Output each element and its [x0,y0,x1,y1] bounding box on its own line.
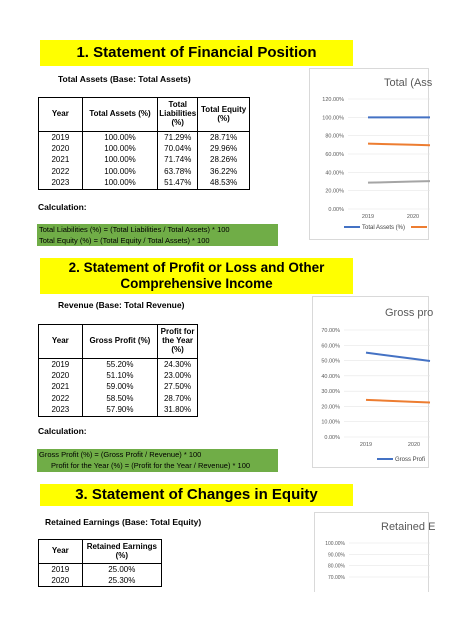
table-cell: 100.00% [82,178,158,190]
section-2-title [40,258,353,294]
y-tick-label: 30.00% [321,389,340,396]
table-cell: 28.70% [158,393,198,405]
y-tick-label: 60.00% [325,152,344,158]
assets-header-total-assets: Total Assets (%) [82,98,158,132]
equity-header-retained-earnings: Retained Earnings (%) [82,540,161,564]
legend-swatch [344,226,360,228]
table-cell: 2020 [39,370,83,382]
table-cell: 48.53% [198,178,250,190]
formula-profit-for-year: Profit for the Year (%) = (Profit for the Year / Revenue) * 100 [51,461,251,470]
table-cell: 27.50% [158,382,198,394]
chart-title: Gross pro [385,307,434,319]
table-row [39,575,162,587]
legend-swatch [411,226,427,228]
revenue-formula-box [37,449,278,472]
table-cell: 70.04% [158,143,198,155]
y-tick-label: 70.00% [328,575,345,581]
assets-calculation-label: Calculation: [38,202,87,212]
table-cell: 51.47% [158,178,198,190]
table-cell: 2019 [39,359,83,371]
y-tick-label: 10.00% [321,419,340,426]
table-cell: 100.00% [82,155,158,167]
revenue-subtitle: Revenue (Base: Total Revenue) [58,300,185,310]
chart-plot [313,297,430,469]
table-cell: 28.26% [198,155,250,167]
chart-plot [315,513,430,593]
table-cell: 100.00% [82,143,158,155]
table-cell: 59.00% [82,382,157,394]
table-cell: 2019 [39,132,83,144]
equity-subtitle: Retained Earnings (Base: Total Equity) [45,517,202,527]
table-cell: 24.30% [158,359,198,371]
assets-header-total-equity: Total Equity (%) [198,98,250,132]
legend-swatch [377,458,393,460]
revenue-header-year: Year [39,325,83,359]
legend-label: Total Assets (%) [362,225,406,231]
table-cell: 57.90% [82,405,157,417]
table-cell: 2023 [39,405,83,417]
table-row [39,393,198,405]
table-cell: 31.80% [158,405,198,417]
x-tick-label: 2020 [406,214,420,220]
chart-plot [310,69,433,241]
section-2-title-line1: 2. Statement of Profit or Loss and Other [68,260,325,275]
y-tick-label: 80.00% [328,563,345,570]
table-cell: 25.30% [82,575,161,587]
revenue-header-gross-profit: Gross Profit (%) [82,325,157,359]
y-tick-label: 0.00% [324,435,340,441]
table-row [39,178,250,190]
section-2-title-line2: Comprehensive Income [120,275,273,291]
table-row [39,405,198,417]
table-cell: 23.00% [158,370,198,382]
x-tick-label: 2019 [361,214,375,220]
table-row [39,155,250,167]
y-tick-label: 40.00% [325,170,344,177]
table-cell: 2020 [39,143,83,155]
y-tick-label: 80.00% [325,133,344,140]
table-cell: 28.71% [198,132,250,144]
table-cell: 2019 [39,564,83,576]
table-cell: 100.00% [82,132,158,144]
table-cell: 29.96% [198,143,250,155]
revenue-table [38,324,198,417]
series-line [366,353,430,361]
y-tick-label: 70.00% [321,328,340,334]
chart-title: Retained E [381,521,436,533]
y-tick-label: 20.00% [325,188,344,195]
formula-gross-profit: Gross Profit (%) = (Gross Profit / Revenue) * 100 [39,450,202,459]
chart-legend [344,225,429,231]
section-1-title: 1. Statement of Financial Position [40,40,353,66]
table-cell: 71.29% [158,132,198,144]
table-cell: 58.50% [82,393,157,405]
chart-legend [377,457,425,463]
y-tick-label: 60.00% [321,343,340,350]
revenue-header-profit-year: Profit for the Year (%) [158,325,198,359]
table-cell: 2022 [39,393,83,405]
y-tick-label: 20.00% [321,404,340,411]
table-cell: 2020 [39,575,83,587]
table-row [39,382,198,394]
table-cell: 100.00% [82,166,158,178]
table-row [39,143,250,155]
assets-header-year: Year [39,98,83,132]
assets-table [38,97,250,190]
table-cell: 2023 [39,178,83,190]
total-assets-chart [309,68,433,240]
chart-title: Total (Ass [384,77,433,89]
x-tick-label: 2020 [407,442,421,448]
table-row [39,132,250,144]
table-cell: 2021 [39,155,83,167]
series-line [368,181,430,183]
table-cell: 2021 [39,382,83,394]
table-cell: 36.22% [198,166,250,178]
series-line [366,400,430,403]
table-row [39,564,162,576]
y-tick-label: 100.00% [322,115,344,122]
gross-profit-chart [312,296,434,468]
assets-formula-box [37,224,278,246]
legend-label: Gross Profi [395,457,426,463]
table-row [39,166,250,178]
table-cell: 51.10% [82,370,157,382]
revenue-calculation-label: Calculation: [38,426,87,436]
y-tick-label: 90.00% [328,552,345,559]
y-tick-label: 50.00% [321,358,340,365]
retained-earnings-chart [314,512,436,592]
table-cell: 55.20% [82,359,157,371]
x-tick-label: 2019 [359,442,373,448]
formula-total-liabilities: Total Liabilities (%) = (Total Liabilities / Total Assets) * 100 [39,225,230,234]
table-cell: 2022 [39,166,83,178]
equity-header-year: Year [39,540,83,564]
section-3-title: 3. Statement of Changes in Equity [40,484,353,506]
formula-total-equity: Total Equity (%) = (Total Equity / Total Assets) * 100 [39,236,210,245]
table-row [39,370,198,382]
equity-table [38,539,162,587]
assets-subtitle: Total Assets (Base: Total Assets) [58,74,191,84]
assets-header-total-liabilities: Total Liabilities (%) [158,98,198,132]
table-cell: 63.78% [158,166,198,178]
table-cell: 25.00% [82,564,161,576]
y-tick-label: 40.00% [321,373,340,380]
y-tick-label: 0.00% [328,207,344,213]
series-line [368,144,430,146]
y-tick-label: 100.00% [325,541,345,547]
y-tick-label: 120.00% [322,97,344,103]
table-cell: 71.74% [158,155,198,167]
table-row [39,359,198,371]
